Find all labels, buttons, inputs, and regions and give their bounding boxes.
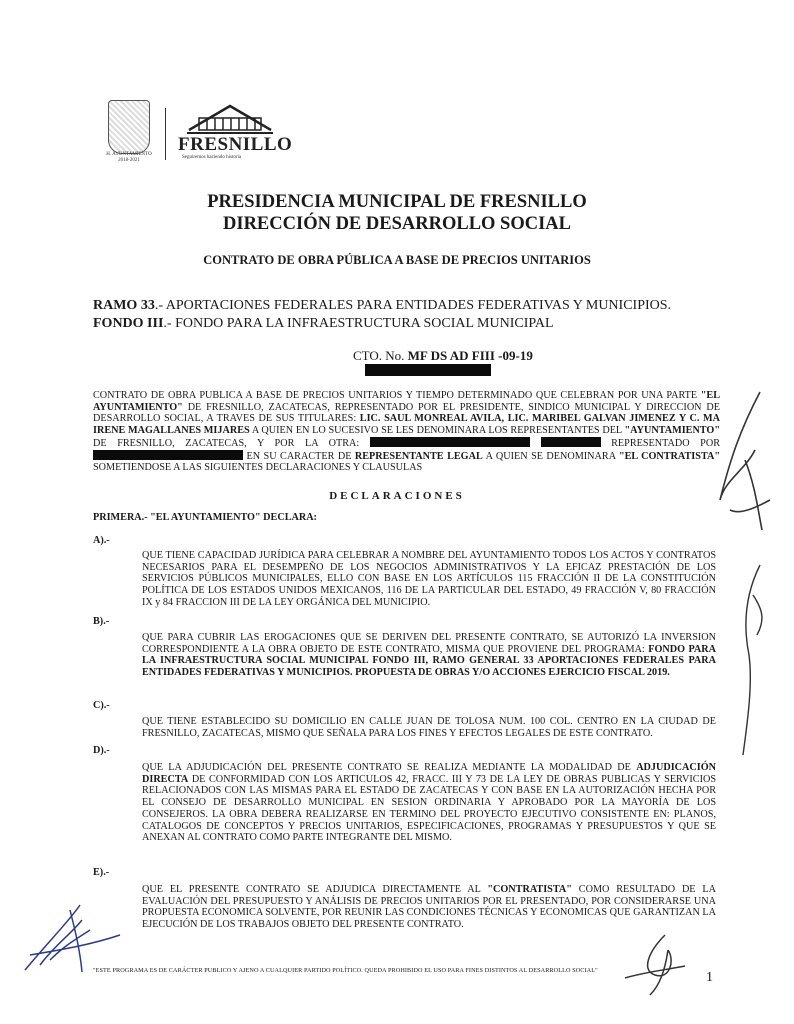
fondo-label: FONDO III: [93, 316, 164, 331]
page-number: 1: [706, 970, 713, 985]
fondo-text: .- FONDO PARA LA INFRAESTRUCTURA SOCIAL MUNICIPAL: [163, 316, 554, 331]
document-title-line1: PRESIDENCIA MUNICIPAL DE FRESNILLO: [207, 192, 587, 212]
logo-tagline: Seguiremos haciendo historia: [182, 155, 242, 160]
redaction-bar: [365, 364, 491, 376]
item-b-letter: B).-: [93, 616, 110, 627]
document-subtitle: CONTRATO DE OBRA PÚBLICA A BASE DE PRECIOS UNITARIOS: [203, 253, 591, 267]
signature-right-margin-icon: [735, 555, 775, 765]
building-logo-icon: [185, 100, 275, 136]
fresnillo-logo-text: FRESNILLO: [178, 134, 293, 155]
crest-caption: H. AYUNTAMIENTO 2018-2021: [106, 152, 152, 163]
contract-number: CTO. No. MF DS AD FIII -09-19: [353, 348, 533, 363]
redaction-bar: [541, 437, 601, 447]
item-e-text: QUE EL PRESENTE CONTRATO SE ADJUDICA DIRECTAMENTE AL "CONTRATISTA" COMO RESULTADO DE LA EVALUACIÓN DEL PRESUPUESTO Y ANÁLISIS DE PRECIOS UNITARIOS POR EL PRESENTADO, POR CONSIDERARSE UNA PROPUESTA ECONOMICA SOLVENTE, POR REUNIR LAS CONDICIONES TÉCNICAS Y ECONOMICAS QUE GARANTIZAN LA EJECUCIÓN DE LOS TRABAJOS OBJETO DEL PRESENTE CONTRATO.: [142, 884, 716, 931]
ramo-line: [93, 298, 671, 314]
contract-number-value: MF DS AD FIII -09-19: [407, 348, 533, 363]
declaraciones-heading: DECLARACIONES: [329, 490, 465, 502]
redaction-bar: [93, 450, 243, 460]
initial-signature-icon: [620, 930, 690, 1000]
intro-paragraph: CONTRATO DE OBRA PUBLICA A BASE DE PRECIOS UNITARIOS Y TIEMPO DETERMINADO QUE CELEBRAN POR UNA PARTE "EL AYUNTAMIENTO" DE FRESNILLO, ZACATECAS, REPRESENTADO POR EL PRESIDENTE, SINDICO MUNICIPAL Y DIRECCION DE DESARROLLO SOCIAL, A TRAVES DE SUS TITULARES: LIC. SAUL MONREAL AVILA, LIC. MARIBEL GALVAN JIMENEZ Y C. MA IRENE MAGALLANES MIJARES A QUIEN EN LO SUCESIVO SE LES DENOMINARA LOS REPRESENTANTES DEL "AYUNTAMIENTO" DE FRESNILLO, ZACATECAS, Y POR LA OTRA: REPRESENTADO POR EN SU CARACTER DE REPRESENTANTE LEGAL A QUIEN SE DENOMINARA "EL CONTRATISTA" SOMETIENDOSE A LAS SIGUIENTES DECLARACIONES Y CLAUSULAS: [93, 390, 721, 474]
item-a-text: QUE TIENE CAPACIDAD JURÍDICA PARA CELEBRAR A NOMBRE DEL AYUNTAMIENTO TODOS LOS ACTOS Y CONTRATOS NECESARIOS PARA EL DESEMPEÑO DE LOS NEGOCIOS ADMINISTRATIVOS Y LA EFICAZ PRESTACIÓN DE LOS SERVICIOS PÚBLICOS MUNICIPALES, ELLO CON BASE EN LOS ARTÍCULOS 115 FRACCIÓN II DE LA CONSTITUCIÓN POLÍTICA DE LOS ESTADOS UNIDOS MEXICANOS, 116 DE LA PARTICULAR DEL ESTADO, 49 FRACCIÓN V, 80 FRACCIÓN IX y 84 FRACCION III DE LA LEY ORGÁNICA DEL MUNICIPIO.: [142, 550, 716, 608]
item-c-text: QUE TIENE ESTABLECIDO SU DOMICILIO EN CALLE JUAN DE TOLOSA NUM. 100 COL. CENTRO EN LA CIUDAD DE FRESNILLO, ZACATECAS, MISMO QUE SEÑALA PARA LOS FINES Y EFECTOS LEGALES DE ESTE CONTRATO.: [142, 716, 716, 739]
item-d-letter: D).-: [93, 745, 110, 756]
item-c-letter: C).-: [93, 700, 110, 711]
redaction-bar: [370, 437, 530, 447]
logo-divider: [165, 108, 166, 160]
signature-blue-icon: [20, 900, 130, 980]
item-b-text: QUE PARA CUBRIR LAS EROGACIONES QUE SE DERIVEN DEL PRESENTE CONTRATO, SE AUTORIZÓ LA INVERSION CORRESPONDIENTE A LA OBRA OBJETO DE ESTE CONTRATO, MISMA QUE PROVIENE DEL PROGRAMA: FONDO PARA LA INFRAESTRUCTURA SOCIAL MUNICIPAL FONDO III, RAMO GENERAL 33 APORTACIONES FEDERALES PARA ENTIDADES FEDERATIVAS Y MUNICIPIOS. PROPUESTA DE OBRAS Y/O ACCIONES EJERCICIO FISCAL 2019.: [142, 632, 716, 679]
item-d-text: QUE LA ADJUDICACIÓN DEL PRESENTE CONTRATO SE REALIZA MEDIANTE LA MODALIDAD DE ADJUDICACIÓN DIRECTA DE CONFORMIDAD CON LOS ARTICULOS 42, FRACC. III Y 73 DE LA LEY DE OBRAS PUBLICAS Y SERVICIOS RELACIONADOS CON LAS MISMAS PARA EL ESTADO DE ZACATECAS Y CON BASE EN LA AUTORIZACIÓN HECHA POR EL CONSEJO DE DESARROLLO MUNICIPAL EN SESION ORDINARIA Y APROBADO POR LA MAYORÍA DE LOS CONSEJEROS. LA OBRA DEBERA REALIZARSE EN TERMINO DEL PROYECTO EJECUTIVO CONSISTENTE EN: PLANOS, CATALOGOS DE CONCEPTOS Y PRECIOS UNITARIOS, ESPECIFICACIONES, PROGRAMAS Y PRESUPUESTOS Y QUE SE ANEXAN AL CONTRATO COMO PARTE INTEGRANTE DEL MISMO.: [142, 762, 716, 844]
footer-disclaimer: "ESTE PROGRAMA ES DE CARÁCTER PUBLICO Y AJENO A CUALQUIER PARTIDO POLÍTICO. QUEDA PROHIBIDO EL USO PARA FINES DISTINTOS AL DESARROLLO SOCIAL": [93, 967, 598, 974]
document-title-line2: DIRECCIÓN DE DESARROLLO SOCIAL: [223, 214, 571, 234]
signature-right-top-icon: [700, 390, 780, 540]
item-a-letter: A).-: [93, 535, 110, 546]
ramo-text: .- APORTACIONES FEDERALES PARA ENTIDADES FEDERATIVAS Y MUNICIPIOS.: [154, 298, 672, 313]
primera-heading: PRIMERA.- "EL AYUNTAMIENTO" DECLARA:: [93, 512, 317, 523]
item-e-letter: E).-: [93, 867, 110, 878]
municipal-crest-icon: [108, 100, 150, 154]
fondo-line: [93, 316, 554, 332]
ramo-label: RAMO 33: [93, 298, 155, 313]
